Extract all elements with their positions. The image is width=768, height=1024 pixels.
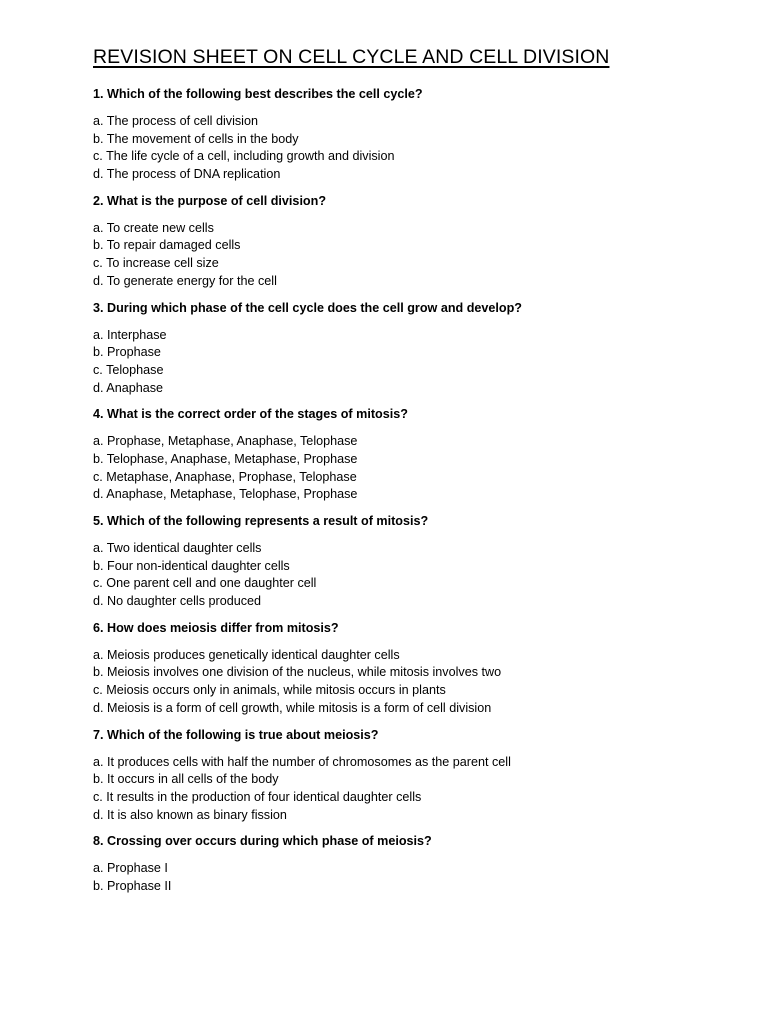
question-2 xyxy=(93,193,733,291)
option-d: d. Anaphase, Metaphase, Telophase, Prophase xyxy=(93,487,358,502)
option-b: b. Meiosis involves one division of the nucleus, while mitosis involves two xyxy=(93,665,502,680)
option-b: b. Telophase, Anaphase, Metaphase, Prophase xyxy=(93,451,358,466)
option-list xyxy=(93,220,733,291)
question-text: 8. Crossing over occurs during which phase of meiosis? xyxy=(93,834,432,849)
option-a: a. Prophase I xyxy=(93,861,168,876)
option-list xyxy=(93,860,733,895)
option-d: d. It is also known as binary fission xyxy=(93,807,287,822)
document-title: REVISION SHEET ON CELL CYCLE AND CELL DIVISION xyxy=(93,46,610,68)
option-c: c. The life cycle of a cell, including growth and division xyxy=(93,149,395,164)
option-b: b. Prophase II xyxy=(93,878,172,893)
option-list xyxy=(93,540,733,611)
option-list xyxy=(93,433,733,504)
option-d: d. To generate energy for the cell xyxy=(93,273,277,288)
question-8 xyxy=(93,833,733,895)
question-1 xyxy=(93,86,733,184)
question-text: 1. Which of the following best describes the cell cycle? xyxy=(93,87,423,101)
option-b: b. Four non-identical daughter cells xyxy=(93,558,290,573)
option-d: d. Meiosis is a form of cell growth, while mitosis is a form of cell division xyxy=(93,700,492,715)
option-a: a. Interphase xyxy=(93,327,167,342)
option-c: c. Telophase xyxy=(93,362,164,377)
question-text: 5. Which of the following represents a result of mitosis? xyxy=(93,514,429,528)
option-c: c. It results in the production of four identical daughter cells xyxy=(93,789,422,804)
option-c: c. Meiosis occurs only in animals, while mitosis occurs in plants xyxy=(93,683,446,698)
option-c: c. Metaphase, Anaphase, Prophase, Telophase xyxy=(93,469,357,484)
document-page xyxy=(93,44,733,905)
question-4 xyxy=(93,406,733,504)
option-b: b. It occurs in all cells of the body xyxy=(93,772,279,787)
option-b: b. To repair damaged cells xyxy=(93,238,241,253)
option-b: b. Prophase xyxy=(93,345,161,360)
question-text: 3. During which phase of the cell cycle does the cell grow and develop? xyxy=(93,300,522,315)
option-a: a. Prophase, Metaphase, Anaphase, Telophase xyxy=(93,434,358,449)
option-c: c. To increase cell size xyxy=(93,256,219,271)
option-a: a. Two identical daughter cells xyxy=(93,541,262,555)
question-5 xyxy=(93,513,733,611)
question-7 xyxy=(93,727,733,825)
question-text: 6. How does meiosis differ from mitosis? xyxy=(93,620,339,635)
question-text: 4. What is the correct order of the stages of mitosis? xyxy=(93,407,408,422)
question-6 xyxy=(93,620,733,718)
option-d: d. No daughter cells produced xyxy=(93,594,262,609)
option-list xyxy=(93,327,733,398)
question-text: 7. Which of the following is true about meiosis? xyxy=(93,727,379,742)
option-a: a. To create new cells xyxy=(93,220,214,235)
option-b: b. The movement of cells in the body xyxy=(93,131,299,146)
option-d: d. Anaphase xyxy=(93,380,164,395)
question-3 xyxy=(93,300,733,398)
option-c: c. One parent cell and one daughter cell xyxy=(93,576,317,591)
question-text: 2. What is the purpose of cell division? xyxy=(93,193,327,208)
option-a: a. It produces cells with half the number of chromosomes as the parent cell xyxy=(93,754,511,769)
question-list xyxy=(93,86,733,896)
option-list xyxy=(93,754,733,825)
option-a: a. Meiosis produces genetically identical daughter cells xyxy=(93,647,400,662)
option-a: a. The process of cell division xyxy=(93,114,258,128)
option-d: d. The process of DNA replication xyxy=(93,167,281,182)
option-list xyxy=(93,647,733,718)
option-list xyxy=(93,113,733,184)
